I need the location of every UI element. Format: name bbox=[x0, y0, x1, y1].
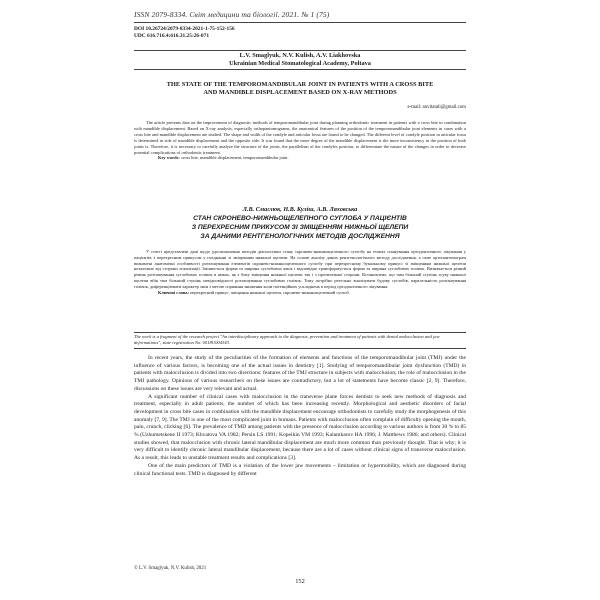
abstract-text: The article presents data on the improvement of diagnostic methods of temporomandibular joint during planning orthodontic treatment in patients with a cross bite in combination with mandible displacement. Based on X-ray analysis, especially orthopantomograms, the anatomical features of the position of the temporomandibular joint elements in cases with a cross bite and mandible displacement are studied. The shape and width of the condyle and articular fossa are found to be changed. The different level of condyle position in articular fossa is determined in side of mandible displacement and the opposite side. It was found that the more degree of the mandible displacement is the more inconsistency in the position of both joints is. Therefore, it is necessary to carefully analyze the structure of the joints, the parallelism of the condyles position, to differentiate the nature of the changes in order to decrease potential complications of orthodontic treatment. bbox=[134, 120, 466, 155]
udc: UDC 616.716.4:616.31.25:26-071 bbox=[134, 33, 210, 39]
ukrainian-keywords-text: перехресний прикус, зміщення нижньої щелепи, скронево-нижньощелепний суглоб. bbox=[188, 289, 350, 295]
journal-header: ISSN 2079-8334. Світ медицини та біології. 2021. № 1 (75) bbox=[134, 10, 330, 19]
authors-bottom-rule bbox=[134, 69, 466, 70]
keywords-label: Key words: bbox=[158, 155, 180, 161]
keywords bbox=[134, 155, 466, 161]
keywords-text: cross bite, mandible displacement, temporomandibular joint. bbox=[179, 155, 289, 161]
ukrainian-title-line-3: ЗА ДАНИМИ РЕНТГЕНОЛОГІЧНИХ МЕТОДІВ ДОСЛІДЖЕННЯ bbox=[200, 233, 400, 240]
note-bottom-rule bbox=[134, 348, 466, 349]
authors-top-rule bbox=[134, 50, 466, 51]
ukrainian-keywords bbox=[134, 290, 466, 296]
ukrainian-abstract-text: У статті представлені дані щодо удосконалення методів діагностики стану скронево-нижньощелепного суглобу на етапах планування ортодонтичного лікування у пацієнтів з перехресним прикусом у поєднанні зі зміщенням нижньої щелепи. На основі аналізу даних рентгенологічного методу дослідження, а саме ортопантомограм визначені анатомічні особливості розташування елементів скронево-нижньощелепного суглобу при перехресному букальному прикусі зі зміщенням нижньої щелепи незалежно від сторони локалізації. Змінюється форма та ширина суглобових ямок і відповідно трансформується форма та ширина суглобових голівок. Визначається різний рівень розташування суглобових голівок в ямках, як з боку зміщення нижньої щелепи так і з протилежної сторони. Встановлено, що чим більший ступінь зсуву нижньої щелепи вбік тим більший ступінь невідповідності розташування суглобових голівок. Тому потрібно ретельно аналізувати будову суглобів, паралельність розташування голівок, диференціювати характер змін з метою сприяння зниження коли потенційних ускладнень в період ортодонтичного лікування. bbox=[134, 249, 466, 289]
research-note: The work is a fragment of the research project "An interdisciplinary approach to the diagnosis, prevention and treatment of patients with dental malocclusion and jaw deformations", state registration No. 0018U004343. bbox=[134, 334, 440, 345]
contact-email: e-mail: anvitatali@gmail.com bbox=[407, 105, 466, 110]
page-number: 152 bbox=[295, 578, 305, 585]
body-paragraph-3: One of the main predictors of TMD is a violation of the lower jaw movements – limitation or hypermobility, which are diagnosed during clinical functional tests. TMD is diagnosed by different bbox=[134, 462, 466, 477]
affiliation: Ukrainian Medical Stomatological Academy, Poltava bbox=[229, 60, 371, 67]
article-title-line-1: THE STATE OF THE TEMPOROMANDIBULAR JOINT IN PATIENTS WITH A CROSS BITE bbox=[166, 81, 434, 88]
ukrainian-title-line-1: СТАН СКРОНЕВО-НИЖНЬОЩЕЛЕПНОГО СУГЛОБА У ПАЦІЄНТІВ bbox=[193, 215, 407, 222]
body-paragraph-1: In recent years, the study of the peculiarities of the formation of elements and functions of the temporomandibular joint (TMJ) under the influence of various factors, is becoming one of the actual issues in dentistry [1]. Studying of temporomandibular joint dysfunction (TMD) in patients with malocclusion is divided into two directions: features of the TMJ structure in subjects with malocclusion; the role of malocclusion in the TMJ pathology. Opinions of various researchers on these issues are contradictory, but a lot of statements have become classic [2, 9]. Therefore, discussions on these issues are very relevant and actual. bbox=[134, 355, 466, 392]
body-paragraph-2: A significant number of clinical cases with malocclusion in the transverse plane forces dentists to seek new methods of diagnosis and treatment, especially in adult patients, the number of which has been increasing recently. Morphological and aesthetic disorders of facial development in cross bite cases in combination with the mandible displacement encourage orthodontists to carefully study the morphogenesis of this anomaly [7, 9]. The TMJ is one of the most complicated joint in humans. Patients with malocclusion often complain of difficulty opening the mouth, pain, crunch, clicking [6]. The prevalence of TMD among patients with the presence of malocclusion according to various authors is from 30 % to 85 % (Uzhumetskene II 1973; Khvatova VA 1982; Persin LS 1991; Kopeikin VM 1993; Kalamkarov HA 1996; J. Matthews 1986; and others). Clinical studies showed, that malocclusion with chronic lateral mandibular displacement are much more common than previously thought. That is why; it is very difficult to identify chronic lateral mandibular displacement, because there are a lot of cases without clinical signs of transverse malocclusion. As a result, this leads to unstable treatment results and complications [3]. bbox=[134, 393, 466, 462]
header-rule bbox=[134, 22, 466, 23]
doi: DOI 10.26724/2079-8334-2021-1-75-152-156 bbox=[134, 26, 235, 32]
copyright: © L.V. Smaglyuk, N.V. Kulish, 2021 bbox=[134, 566, 207, 571]
ukrainian-abstract bbox=[134, 249, 466, 295]
ukrainian-title-line-2: З ПЕРЕХРЕСНИМ ПРИКУСОМ ЗІ ЗМІЩЕННЯМ НИЖНЬОЇ ЩЕЛЕПИ bbox=[191, 224, 409, 231]
authors: L.V. Smaglyuk, N.V. Kulish, A.V. Liakhovska bbox=[239, 52, 361, 59]
article-title-line-2: AND MANDIBLE DISPLACEMENT BASED ON X-RAY METHODS bbox=[203, 89, 397, 96]
ukrainian-keywords-label: Ключові слова: bbox=[158, 289, 189, 295]
article-body bbox=[134, 355, 466, 478]
english-abstract bbox=[134, 120, 466, 161]
note-top-rule bbox=[134, 332, 466, 333]
ukrainian-authors: Л.В. Смаглюк, Н.В. Куліш, А.В. Ляховська bbox=[242, 206, 358, 213]
